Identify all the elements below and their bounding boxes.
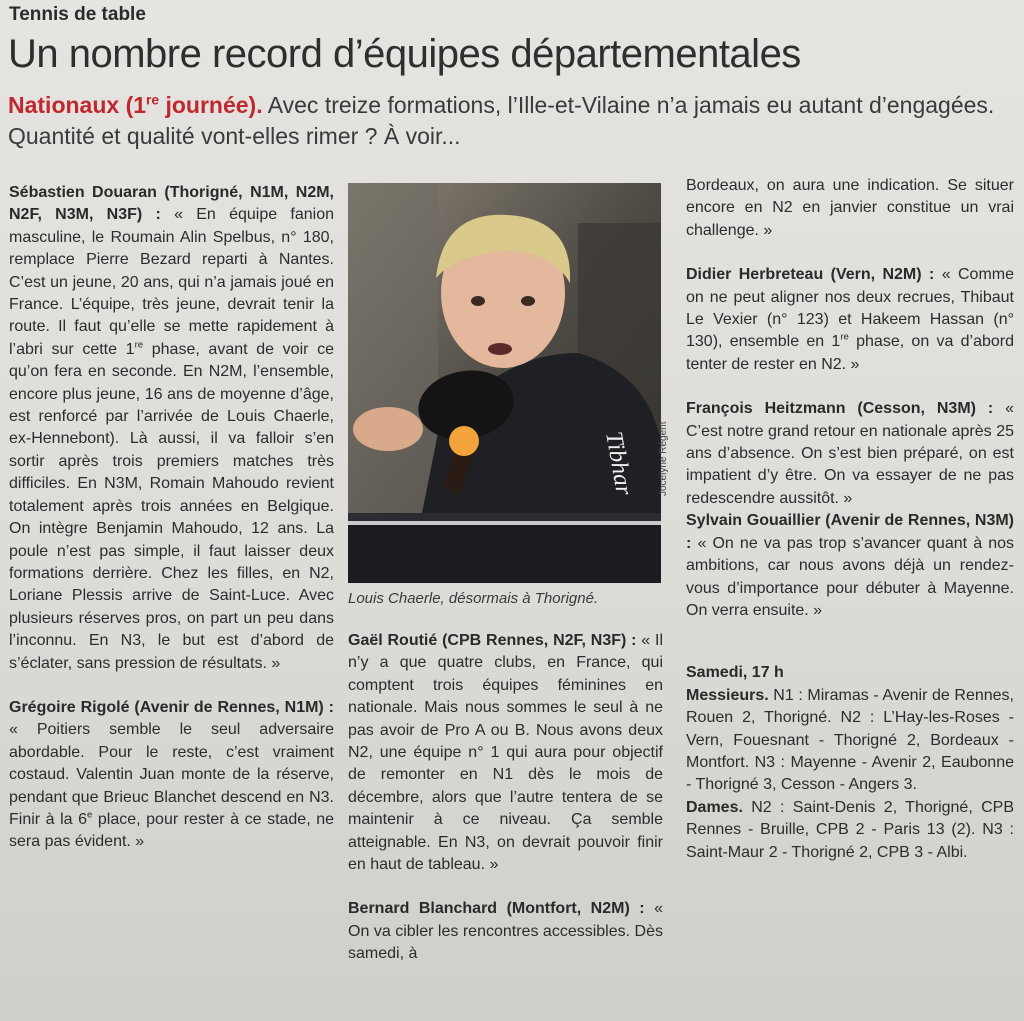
speaker-gouaillier: Sylvain Gouaillier (Avenir de Rennes, N3M) : — [686, 512, 1014, 552]
schedule-day: Samedi, 17 h — [686, 664, 784, 682]
photo-illustration — [348, 183, 661, 583]
speaker-douaran: Sébastien Douaran (Thorigné, N1M, N2M, N2F, N3M, N3F) : — [9, 184, 334, 224]
speaker-routie: Gaël Routié (CPB Rennes, N2F, N3F) : — [348, 632, 637, 649]
quote-herbreteau: Didier Herbreteau (Vern, N2M) : « Comme on ne peut aligner nos deux recrues, Thibaut Le Vexier (n° 123) et Hakeem Hassan (n° 130), ensemble en 1re phase, on va d’abord tenter de rester en N2. » — [686, 266, 1015, 373]
speaker-rigole: Grégoire Rigolé (Avenir de Rennes, N1M) : — [9, 698, 334, 716]
quote-routie: Gaël Routié (CPB Rennes, N2F, N3F) : « Il n’y a que quatre clubs, en France, qui comptent trois équipes féminines en nationale. Mais nous sommes le seul à ne pas avoir de Pro A ou B. Nous avons deux N2, une équipe n° 1 qui aura pour objectif de remonter en N1 dès le mois de décembre, alors que l’autre tentera de se maintenir à ce niveau. Ça semble atteignable. En N3, on devrait pouvoir finir en haut de tableau. » — [348, 632, 663, 874]
lead-text: Avec treize formations, l’Ille-et-Vilaine n’a jamais eu autant d’engagées. Quantité et qualité vont-elles rimer ? À voir... — [8, 92, 995, 149]
column-3 — [686, 175, 1014, 864]
speaker-blanchard: Bernard Blanchard (Montfort, N2M) : — [348, 900, 645, 918]
column-2 — [348, 630, 663, 966]
quote-blanchard-continued: Bordeaux, on aura une indication. Se situer encore en N2 en janvier constitue un vrai challenge. » — [686, 177, 1014, 239]
photo-caption: Louis Chaerle, désormais à Thorigné. — [348, 590, 599, 607]
column-1 — [9, 182, 334, 854]
photo-louis-chaerle — [348, 183, 661, 583]
photo-credit: Jocelyne Régent — [658, 421, 669, 496]
lead-paragraph — [8, 90, 1013, 152]
quote-gouaillier: Sylvain Gouaillier (Avenir de Rennes, N3M) : « On ne va pas trop s’avancer quant à nos ambitions, car nous avons déjà un rendez-vous d’importance pour débuter à Mayenne. On verra ensuite. » — [686, 512, 1014, 619]
quote-rigole: Grégoire Rigolé (Avenir de Rennes, N1M) : « Poitiers semble le seul adversaire abordable. Pour le reste, c’est vraiment costaud. Valentin Juan monte de la réserve, pendant que Brieuc Blanchet descend en N3. Finir à la 6e place, pour rester à ce stade, ne sera pas évident. » — [9, 698, 334, 851]
quote-heitzmann: François Heitzmann (Cesson, N3M) : « C’est notre grand retour en nationale après 25 ans d’absence. On s’est bien préparé, on est impatient d’y être. On va essayer de ne pas redescendre aussitôt. » — [686, 400, 1015, 507]
headline: Un nombre record d’équipes départementales — [8, 32, 801, 76]
speaker-herbreteau: Didier Herbreteau (Vern, N2M) : — [686, 266, 935, 284]
section-rubric: Tennis de table — [9, 4, 146, 25]
quote-blanchard: Bernard Blanchard (Montfort, N2M) : « On va cibler les rencontres accessibles. Dès samedi, à — [348, 900, 663, 963]
schedule-women: Dames. N2 : Saint-Denis 2, Thorigné, CPB Rennes - Bruille, CPB 2 - Paris 13 (2). N3 : Saint-Maur 2 - Thorigné 2, CPB 3 - Albi. — [686, 798, 1014, 861]
schedule-men: Messieurs. N1 : Miramas - Avenir de Rennes, Rouen 2, Thorigné. N2 : L’Hay-les-Roses - Vern, Fouesnant - Thorigné 2, Bordeaux - Montfort. N3 : Mayenne - Avenir 2, Eaubonne - Thorigné 3, Cesson - Angers 3. — [686, 686, 1014, 794]
schedule-men-label: Messieurs. — [686, 686, 769, 704]
lead-kicker: Nationaux (1re journée). — [8, 92, 263, 118]
speaker-heitzmann: François Heitzmann (Cesson, N3M) : — [686, 400, 994, 418]
schedule-women-label: Dames. — [686, 798, 743, 816]
quote-douaran: Sébastien Douaran (Thorigné, N1M, N2M, N2F, N3M, N3F) : « En équipe fanion masculine, le Roumain Alin Spelbus, n° 180, remplace Pierre Bezard reparti à Nantes. C’est un jeune, 20 ans, qui n’a jamais joué en France. L’équipe, très jeune, devrait tenir la route. Il faut qu’elle se mette rapidement à l’abri sur cette 1re phase, avant de voir ce qu’on fera en seconde. En N2M, l’ensemble, encore plus jeune, 16 ans de moyenne d’âge, est renforcé par l’arrivée de Louis Chaerle, ex-Hennebont). Là aussi, il va falloir s’en sortir après trois premiers matches très difficiles. En N3M, Romain Mahoudo revient totalement après trois années en Belgique. On intègre Benjamin Mahoudo, 12 ans. La poule n’est pas simple, il faut laisser deux formations derrière. Chez les filles, en N2, Loriane Plessis arrive de Saint-Luce. Avec plusieurs réserves pros, on part un peu dans l’inconnu. En N3, le but est d’abord de s’éclater, sans pression de résultats. » — [9, 184, 335, 672]
shirt-brand-text: Tibhar — [600, 429, 637, 498]
